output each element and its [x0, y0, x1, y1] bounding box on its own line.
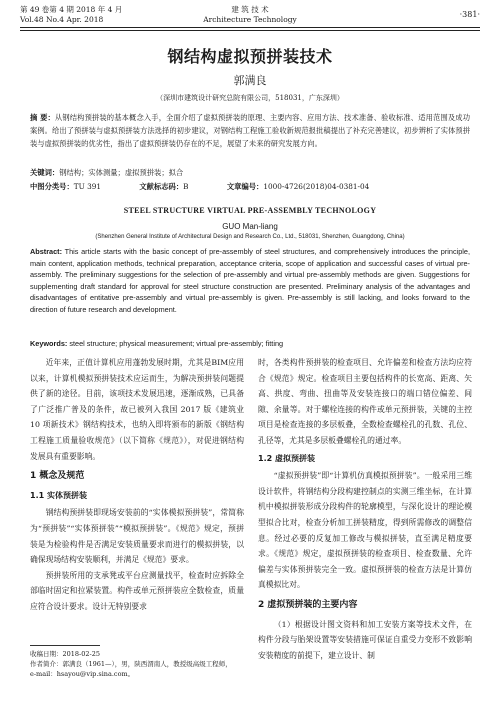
article-number-value: 1000-4726(2018)04-0381-04 [263, 182, 370, 191]
english-keywords [30, 339, 470, 348]
abstract-text: 从钢结构预拼装的基本概念入手，全面介绍了虚拟预拼装的原理、主要内容、应用方法、技术准备、验收标准、适用范围及成功案例。给出了预拼装与虚拟预拼装方法选择的初步建议，对钢结构工程施工验收新规范报批稿提出了补充完善建议，初步辨析了实体预拼装与虚拟预拼装的优劣性，指出了虚拟预拼装仍存在的不足，展望了未来的研究发展方向。 [30, 113, 470, 148]
body-paragraph: 近年来，正值计算机应用蓬勃发展时期，尤其是BIM应用以来，计算机模拟预拼装技术应运而生，为解决预拼装问题提供了新的途径。目前，该项技术发展迅速，逐渐成熟，已具备了广泛推广普及的条件，故已被列入我国 2017 版《建筑业 10 项新技术》钢结构技术，也纳入即将颁布的新版《钢结构工程施工质量验收规范》（以下简称《规范》），对促进钢结构发展具有重要影响。 [30, 358, 244, 461]
footnote [30, 649, 244, 679]
received-date: 收稿日期：2018-02-25 [30, 650, 100, 658]
english-keywords-text: steel structure; physical measurement; virtual pre-assembly; fitting [69, 339, 284, 348]
body-column-right [258, 355, 472, 663]
doc-code-label: 文献标志码： [139, 182, 184, 191]
abstract-cn [30, 111, 470, 150]
english-keywords-label: Keywords: [30, 339, 68, 348]
body-paragraph: 钢结构预拼装即现场安装前的“实体模拟预拼装”，常简称为“预拼装”“实体预拼装”“模拟预拼装”。《规范》规定，预拼装是为检验构件是否满足安装质量要求而进行的模拟拼装，以确保现场结构安装顺利，并满足《规范》要求。 [30, 508, 244, 565]
english-author: GUO Man-liang [222, 222, 278, 231]
page-number: ·381· [459, 10, 480, 19]
running-header [20, 5, 480, 35]
classification-ids [30, 182, 470, 192]
header-rule-thin [20, 30, 480, 31]
body-paragraph: 预拼装所用的支承凳或平台应测量找平，检查时应拆除全部临时固定和拉紧装置。构件或单元预拼装应全数检查，质量应符合设计要求。设计无特别要求 [30, 570, 244, 611]
english-abstract-text: This article starts with the basic concept of pre-assembly of steel structures, and comprehensively introduces the principle, main content, application methods, technical preparation, acceptance criteria, scope of application and successful cases of virtual pre-assembly. The preliminary suggestions for the selection of pre-assembly and virtual pre-assembly methods are given. Suggestions for supplementing draft standard for approval for steel structure construction are presented. Preliminary analysis of the advantages and disadvantages of entitative pre-assembly and virtual pre-assembly is given. Pre-assembly is still lacking, and looks forward to the direction of future research and development. [30, 247, 470, 314]
english-abstract-label: Abstract: [30, 247, 63, 256]
body-paragraph: （1）根据设计图文资料和加工安装方案等技术文件，在构件分段与胎架设置等安装措施可保证自重受力变形不致影响安装精度的前提下，建立设计、制 [258, 619, 472, 660]
keywords-cn [30, 166, 470, 179]
author-affiliation: （深圳市建筑设计研究总院有限公司，518031，广东深圳） [156, 94, 344, 102]
author-email: e-mail：hsayou@vip.sina.com。 [30, 670, 135, 678]
journal-name-cn: 建 筑 技 术 [231, 5, 269, 14]
paper-author: 郭满良 [233, 74, 267, 87]
journal-name-en: Architecture Technology [203, 15, 297, 24]
issue-en: Vol.48 No.4 Apr. 2018 [20, 15, 104, 24]
journal-name [20, 5, 480, 25]
body-paragraph: 时，各类构件预拼装的检查项目、允许偏差和检查方法均应符合《规范》规定。检查项目主要包括构件的长宽高、距离、矢高、拱度、弯曲、扭曲等及安装连接口的端口错位偏差、间隙、余量等。对于螺栓连接的构件或单元预拼装，关键的主控项目是检查连接的多层板叠，全数检查螺栓孔的孔数、孔位、孔径等，尤其是多层板叠螺栓孔的通过率。 [258, 358, 472, 445]
keywords-label: 关键词： [30, 168, 60, 177]
clc-value: TU 391 [73, 182, 102, 191]
doc-code-value: B [183, 182, 189, 191]
english-abstract [30, 246, 470, 316]
issue-cn: 第 49 卷第 4 期 2018 年 4 月 [20, 5, 123, 14]
subsection-heading: 1.1 实体预拼装 [30, 490, 87, 500]
section-heading: 2 虚拟预拼装的主要内容 [258, 599, 358, 610]
abstract-label: 摘 要： [30, 113, 55, 122]
author-bio: 作者简介：郭满良（1961—），男，陕西渭南人，教授级高级工程师， [30, 660, 232, 668]
subsection-heading: 1.2 虚拟预拼装 [258, 453, 315, 463]
clc-label: 中图分类号： [30, 182, 74, 191]
body-paragraph: “虚拟预拼装”即“计算机仿真模拟预拼装”。一般采用三维设计软件，将钢结构分段构建控制点的实测三维坐标，在计算机中模拟拼装形成分段构件的轮廓模型，与深化设计的理论模型拟合比对，检查分析加工拼装精度，得到所需修改的调整信息。经过必要的反复加工修改与模拟拼装，直至满足精度要求。《规范》规定，虚拟预拼装的检查项目、检查数量、允许偏差与实体预拼装完全一致。虚拟预拼装的检查方法是计算仿真模拟比对。 [258, 471, 472, 590]
english-title: STEEL STRUCTURE VIRTUAL PRE-ASSEMBLY TECHNOLOGY [123, 206, 377, 215]
body-column-left [30, 355, 244, 615]
article-number-label: 文章编号： [226, 182, 264, 191]
keywords-text: 钢结构；实体测量；虚拟预拼装；拟合 [59, 168, 184, 177]
english-affiliation: (Shenzhen General Institute of Architectural Design and Research Co., Ltd., 518031, Shenzhen, Guangdong, China) [95, 234, 405, 240]
footnote-rule [30, 645, 100, 646]
section-heading: 1 概念及规范 [30, 471, 85, 482]
header-rule [20, 27, 480, 28]
paper-title: 钢结构虚拟预拼装技术 [167, 47, 333, 66]
